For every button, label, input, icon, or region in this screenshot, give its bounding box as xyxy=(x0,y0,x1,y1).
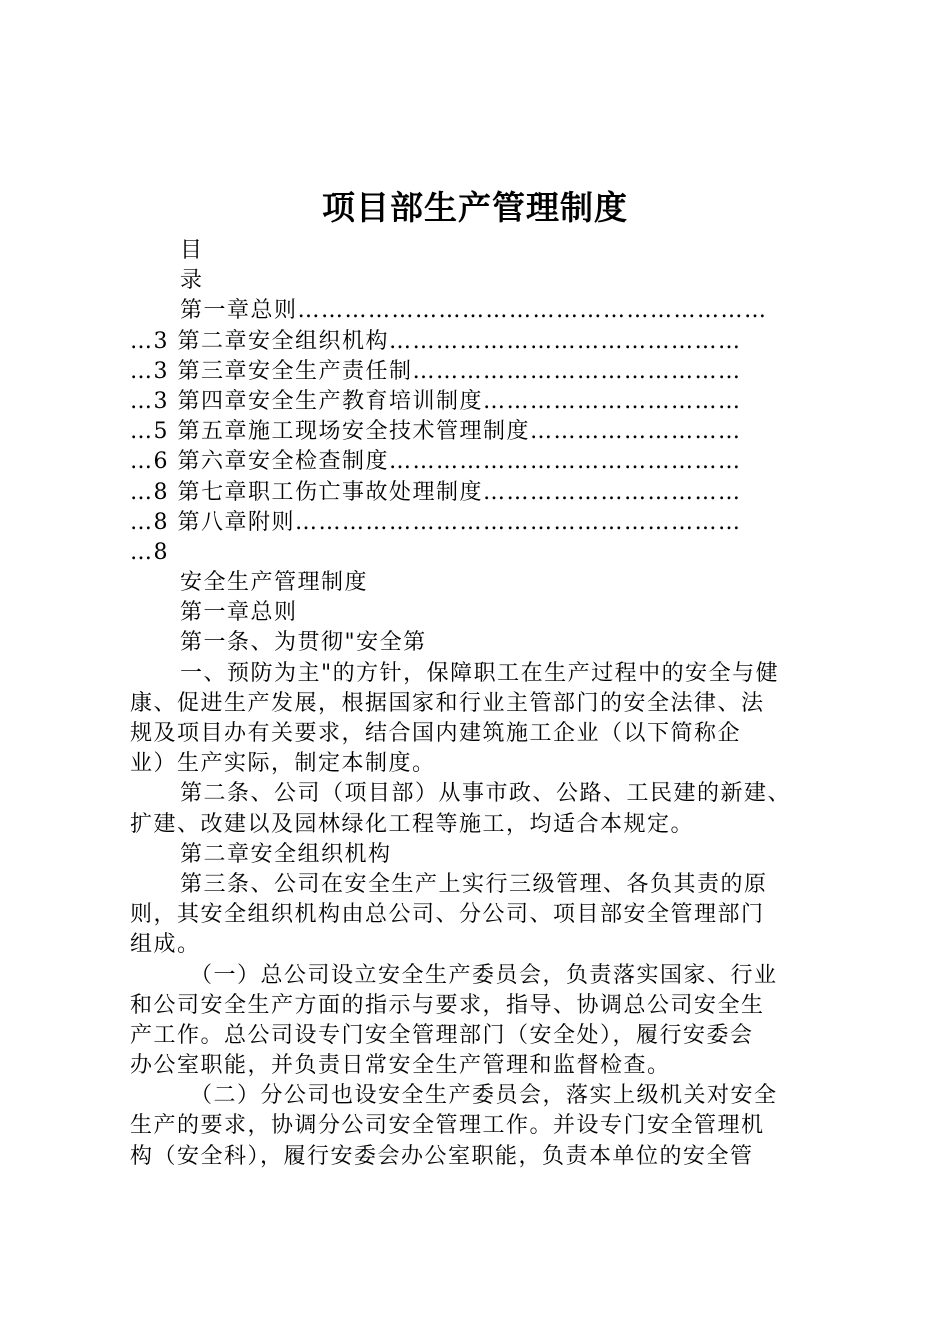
text-line: 录 xyxy=(180,268,204,294)
document-title: 项目部生产管理制度 xyxy=(322,188,628,227)
text-line: 一、预防为主"的方针，保障职工在生产过程中的安全与健 xyxy=(180,660,780,686)
text-line: 第一条、为贯彻"安全第 xyxy=(180,630,427,656)
text-line: …8 xyxy=(130,539,169,565)
text-line: 康、促进生产发展，根据国家和行业主管部门的安全法律、法 xyxy=(130,690,765,716)
text-line: 业）生产实际，制定本制度。 xyxy=(130,751,436,777)
text-line: （一）总公司设立安全生产委员会，负责落实国家、行业 xyxy=(190,962,778,988)
text-line: 第二条、公司（项目部）从事市政、公路、工民建的新建、 xyxy=(180,781,792,807)
text-line: …8 第七章职工伤亡事故处理制度…………………………… xyxy=(130,479,742,505)
text-line: 产工作。总公司设专门安全管理部门（安全处），履行安委会 xyxy=(130,1022,754,1048)
text-line: 第一章总则…………………………………………………… xyxy=(180,298,768,324)
text-line: 则，其安全组织机构由总公司、分公司、项目部安全管理部门 xyxy=(130,902,765,928)
text-line: …3 第二章安全组织机构……………………………………… xyxy=(130,328,742,354)
text-line: 第二章安全组织机构 xyxy=(180,841,392,867)
text-line: 规及项目办有关要求，结合国内建筑施工企业（以下简称企 xyxy=(130,721,742,746)
text-line: …5 第五章施工现场安全技术管理制度……………………… xyxy=(130,419,742,445)
text-line: …8 第八章附则………………………………………………… xyxy=(130,509,742,535)
text-line: 组成。 xyxy=(130,932,201,958)
text-line: 扩建、改建以及园林绿化工程等施工，均适合本规定。 xyxy=(130,811,695,837)
text-line: 办公室职能，并负责日常安全生产管理和监督检查。 xyxy=(130,1053,671,1079)
text-line: 第三条、公司在安全生产上实行三级管理、各负其责的原 xyxy=(180,871,768,897)
document-body xyxy=(130,236,830,1172)
text-line: 安全生产管理制度 xyxy=(180,570,369,596)
text-line: （二）分公司也设安全生产委员会，落实上级机关对安全 xyxy=(190,1083,778,1109)
text-line: …3 第四章安全生产教育培训制度…………………………… xyxy=(130,388,742,414)
text-line: 和公司安全生产方面的指示与要求，指导、协调总公司安全生 xyxy=(130,992,765,1018)
text-line: 目 xyxy=(180,238,204,263)
text-line: …6 第六章安全检查制度……………………………………… xyxy=(130,449,742,475)
text-line: 第一章总则 xyxy=(180,600,298,626)
text-line: 构（安全科），履行安委会办公室职能，负责本单位的安全管 xyxy=(130,1143,754,1169)
text-line: …3 第三章安全生产责任制…………………………………… xyxy=(130,358,742,384)
text-line: 生产的要求，协调分公司安全管理工作。并设专门安全管理机 xyxy=(130,1113,765,1139)
